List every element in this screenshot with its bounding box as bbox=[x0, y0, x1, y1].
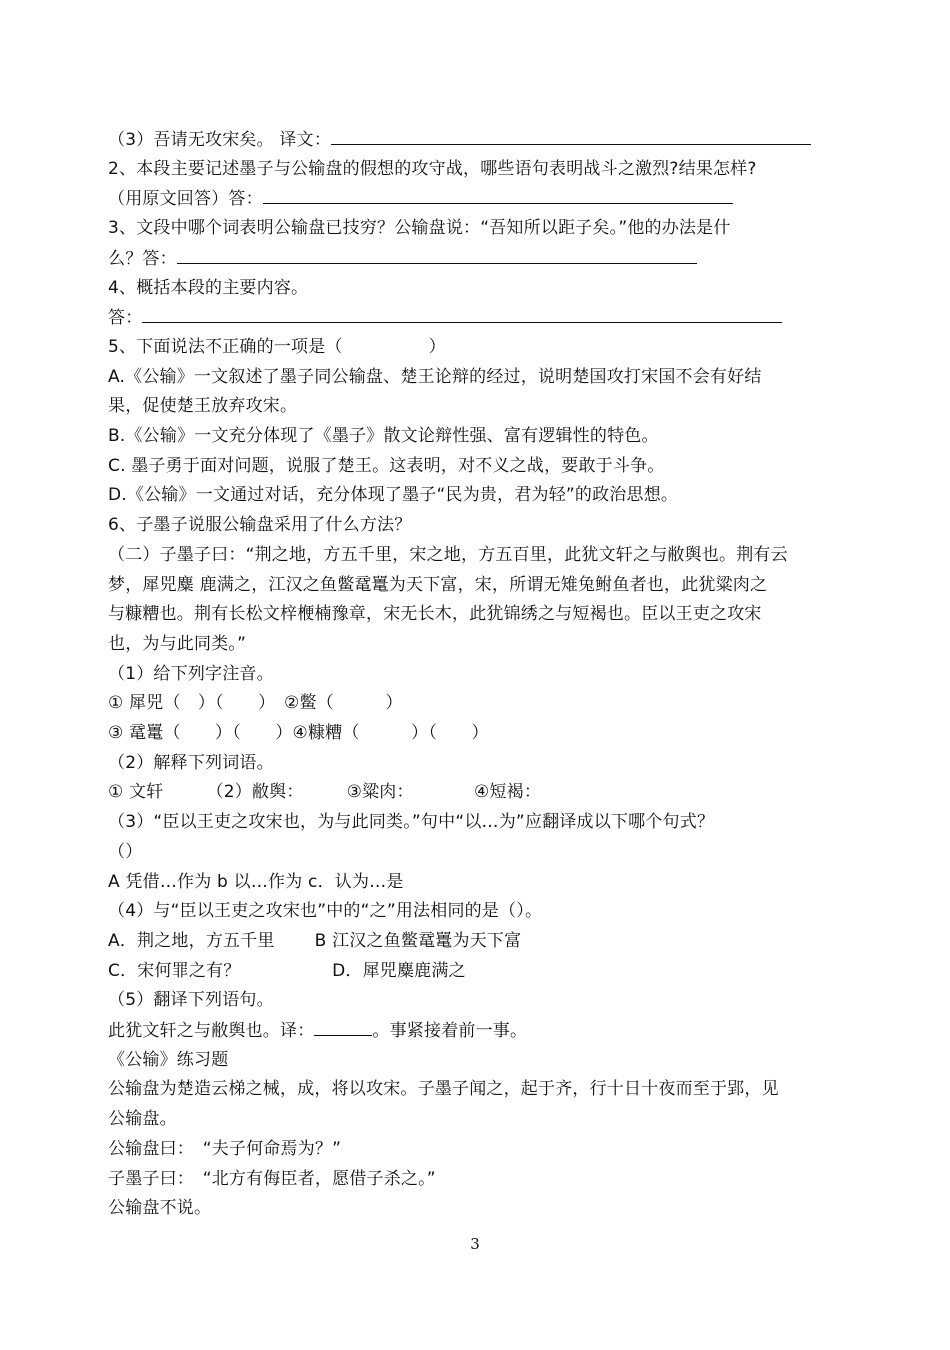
text-line bbox=[108, 421, 848, 451]
text-line bbox=[108, 985, 848, 1015]
answer-blank[interactable] bbox=[331, 124, 811, 145]
line-text: 也，为与此同类。” bbox=[108, 633, 247, 654]
line-text: 公输盘不说。 bbox=[108, 1198, 212, 1219]
line-text: 子墨子曰： “北方有侮臣者，愿借子杀之。” bbox=[108, 1168, 436, 1189]
line-text: （3）“臣以王吏之攻宋也，为与此同类。”句中“以…为”应翻译成以下哪个句式？ bbox=[108, 812, 715, 833]
line-text: 公输盘曰： “夫子何命焉为？” bbox=[108, 1138, 342, 1159]
text-line bbox=[108, 124, 848, 154]
text-line bbox=[108, 1015, 848, 1045]
line-text: ① 犀兕（ ）（ ） ②鳖（ ） bbox=[108, 693, 403, 714]
text-line bbox=[108, 599, 848, 629]
line-text: A．荆之地，方五千里 B 江汉之鱼鳖鼋鼍为天下富 bbox=[108, 930, 522, 951]
text-line bbox=[108, 332, 848, 362]
line-text: C. 墨子勇于面对问题，说服了楚王。这表明，对不义之战，要敢于斗争。 bbox=[108, 455, 665, 476]
line-text: ③ 鼋鼍（ ）（ ）④糠糟（ ）（ ） bbox=[108, 723, 489, 743]
page-number: 3 bbox=[470, 1235, 480, 1253]
line-text: （1）给下列字注音。 bbox=[108, 663, 274, 684]
text-line bbox=[108, 1193, 848, 1223]
text-line bbox=[108, 896, 848, 926]
text-line bbox=[108, 837, 848, 867]
text-line bbox=[108, 183, 848, 213]
line-text: A.《公输》一文叙述了墨子同公输盘、楚王论辩的经过，说明楚国攻打宋国不会有好结 bbox=[108, 366, 762, 387]
text-line bbox=[108, 451, 848, 481]
text-line bbox=[108, 1074, 848, 1104]
answer-blank[interactable] bbox=[314, 1015, 372, 1036]
line-text: （用原文回答）答： bbox=[108, 189, 263, 210]
text-line bbox=[108, 688, 848, 718]
line-text: （5）翻译下列语句。 bbox=[108, 990, 274, 1011]
line-text: 么？答： bbox=[108, 248, 177, 269]
answer-blank[interactable] bbox=[142, 302, 782, 323]
text-line bbox=[108, 362, 848, 392]
answer-blank[interactable] bbox=[263, 183, 733, 204]
text-line bbox=[108, 480, 848, 510]
line-text: 与糠糟也。荆有长松文梓楩楠豫章，宋无长木，此犹锦绣之与短褐也。臣以王吏之攻宋 bbox=[108, 604, 762, 625]
line-text: 此犹文轩之与敝舆也。译： bbox=[108, 1021, 315, 1041]
line-text: （2）解释下列词语。 bbox=[108, 752, 274, 773]
text-line bbox=[108, 540, 848, 570]
text-line bbox=[108, 777, 848, 807]
text-line bbox=[108, 570, 848, 600]
text-line bbox=[108, 1134, 848, 1164]
line-text: 6、子墨子说服公输盘采用了什么方法？ bbox=[108, 515, 412, 536]
line-text: 果，促使楚王放弃攻宋。 bbox=[108, 396, 298, 417]
text-line bbox=[108, 1164, 848, 1194]
line-text: 答： bbox=[108, 308, 143, 329]
text-line bbox=[108, 302, 848, 332]
answer-blank[interactable] bbox=[177, 243, 697, 264]
text-line bbox=[108, 243, 848, 273]
line-text: D.《公输》一文通过对话，充分体现了墨子“民为贵，君为轻”的政治思想。 bbox=[108, 485, 679, 506]
text-line bbox=[108, 748, 848, 778]
line-text: 公输盘为楚造云梯之械，成，将以攻宋。子墨子闻之，起于齐，行十日十夜而至于郢，见 bbox=[108, 1079, 779, 1100]
text-line bbox=[108, 718, 848, 748]
text-line bbox=[108, 867, 848, 897]
text-line bbox=[108, 1104, 848, 1134]
text-line bbox=[108, 807, 848, 837]
line-text: 2、本段主要记述墨子与公输盘的假想的攻守战，哪些语句表明战斗之激烈?结果怎样? bbox=[108, 158, 757, 179]
line-text: B.《公输》一文充分体现了《墨子》散文论辩性强、富有逻辑性的特色。 bbox=[108, 426, 659, 446]
line-text: 梦，犀兕麋 鹿满之，江汉之鱼鳖鼋鼍为天下富，宋，所谓无雉兔鲋鱼者也，此犹粱肉之 bbox=[108, 574, 768, 595]
text-line bbox=[108, 213, 848, 243]
line-text: （二）子墨子曰：“荆之地，方五千里，宋之地，方五百里，此犹文轩之与敝舆也。荆有云 bbox=[108, 544, 788, 565]
line-text: A 凭借…作为 b 以…作为 c．认为…是 bbox=[108, 871, 404, 892]
line-text: （） bbox=[108, 841, 143, 862]
line-text: 《公输》练习题 bbox=[108, 1049, 229, 1070]
text-line bbox=[108, 510, 848, 540]
line-text: 公输盘。 bbox=[108, 1109, 177, 1130]
line-text: ① 文轩 （2）敝舆： ③粱肉： ④短褐： bbox=[108, 782, 542, 803]
line-text: 4、概括本段的主要内容。 bbox=[108, 277, 309, 298]
text-line bbox=[108, 391, 848, 421]
line-text: 5、下面说法不正确的一项是（ ） bbox=[108, 336, 446, 357]
text-line bbox=[108, 629, 848, 659]
text-line bbox=[108, 273, 848, 303]
line-text-after: 。事紧接着前一事。 bbox=[372, 1021, 528, 1041]
text-line bbox=[108, 956, 848, 986]
text-line bbox=[108, 154, 848, 184]
text-line bbox=[108, 659, 848, 689]
line-text: C．宋何罪之有？ D．犀兕麋鹿满之 bbox=[108, 960, 466, 981]
line-text: 3、文段中哪个词表明公输盘已技穷？公输盘说：“吾知所以距子矣。”他的办法是什 bbox=[108, 218, 731, 239]
line-text: （3）吾请无攻宋矣。 译文： bbox=[108, 130, 332, 150]
text-line bbox=[108, 926, 848, 956]
line-text: （4）与“臣以王吏之攻宋也”中的“之”用法相同的是（）。 bbox=[108, 901, 543, 922]
text-line bbox=[108, 1045, 848, 1075]
